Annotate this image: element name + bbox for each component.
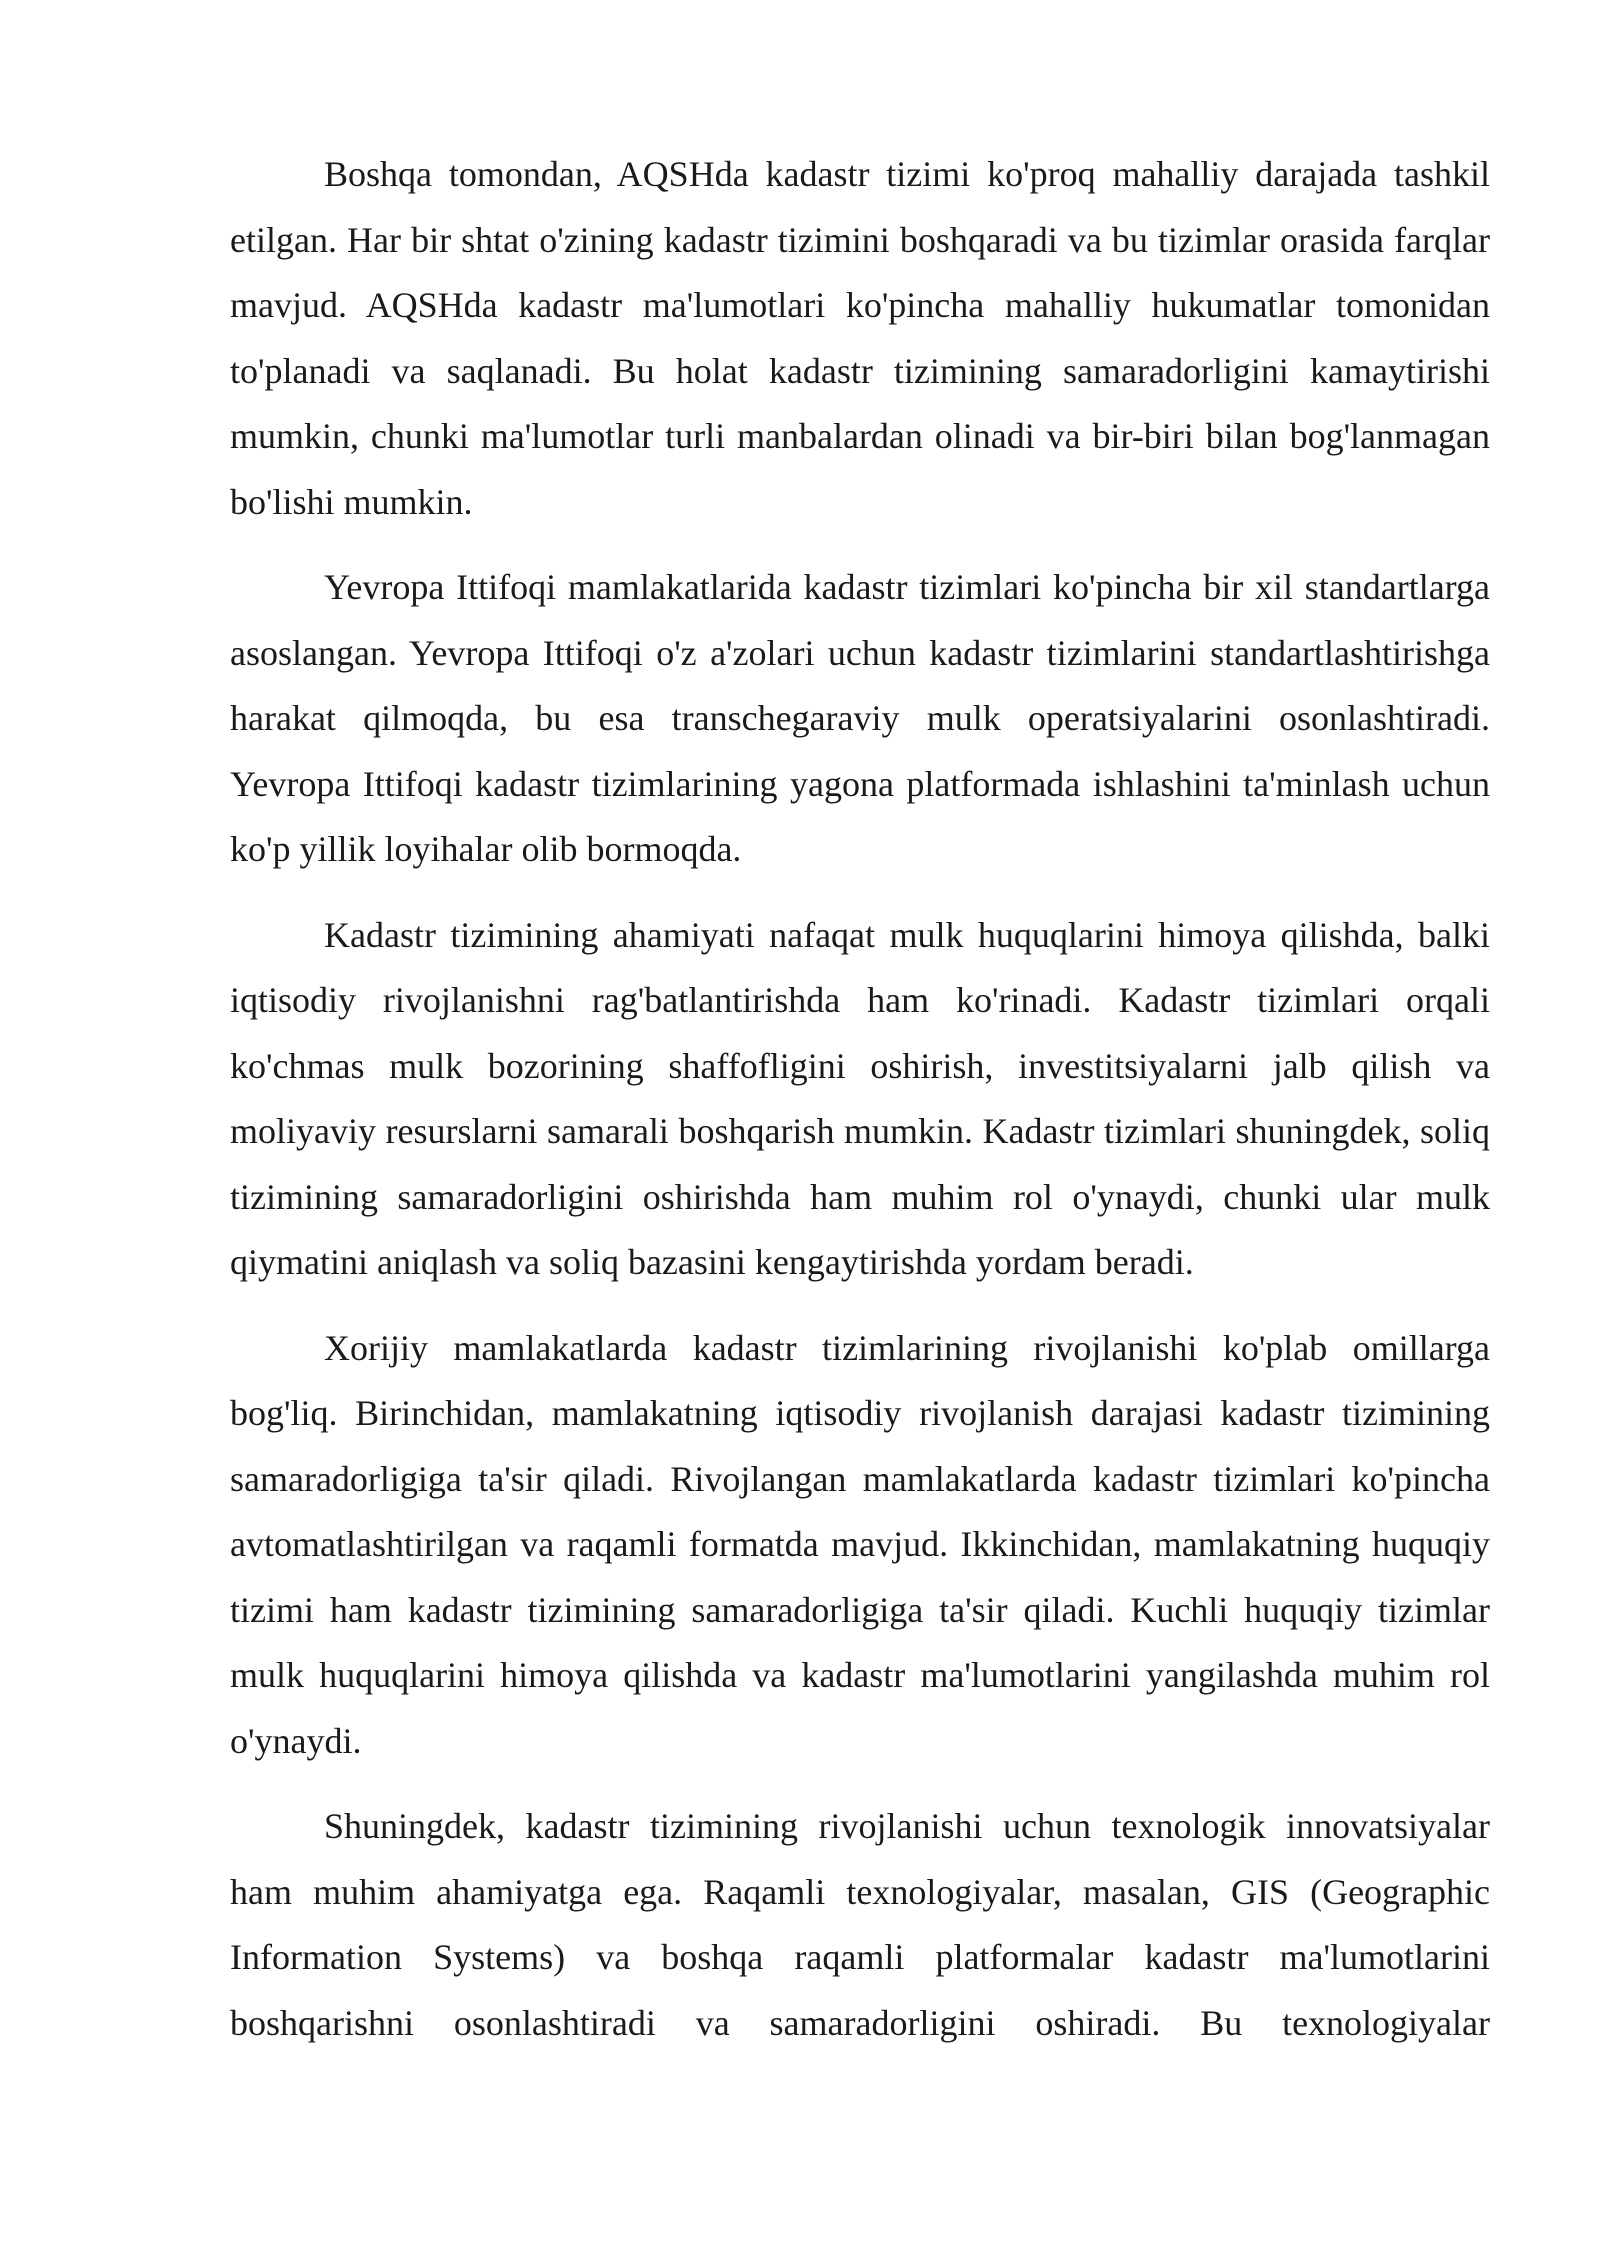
paragraph-5: Shuningdek, kadastr tizimining rivojlanishi uchun texnologik innovatsiyalar ham muhim ahamiyatga ega. Raqamli texnologiyalar, masalan, GIS (Geographic Information Systems) va boshqa raqamli platformalar kadastr ma'lumotlarini boshqarishni osonlashtiradi va samaradorligini oshiradi. Bu texnologiyalar	[230, 1806, 1490, 2043]
document-body	[230, 142, 1490, 2076]
paragraph-1: Boshqa tomondan, AQSHda kadastr tizimi ko'proq mahalliy darajada tashkil etilgan. Har bir shtat o'zining kadastr tizimini boshqaradi va bu tizimlar orasida farqlar mavjud. AQSHda kadastr ma'lumotlari ko'pincha mahalliy hukumatlar tomonidan to'planadi va saqlanadi. Bu holat kadastr tizimining samaradorligini kamaytirishi mumkin, chunki ma'lumotlar turli manbalardan olinadi va bir-biri bilan bog'lanmagan bo'lishi mumkin.	[230, 154, 1490, 522]
paragraph-3: Kadastr tizimining ahamiyati nafaqat mulk huquqlarini himoya qilishda, balki iqtisodiy rivojlanishni rag'batlantirishda ham ko'rinadi. Kadastr tizimlari orqali ko'chmas mulk bozorining shaffofligini oshirish, investitsiyalarni jalb qilish va moliyaviy resurslarni samarali boshqarish mumkin. Kadastr tizimlari shuningdek, soliq tizimining samaradorligini oshirishda ham muhim rol o'ynaydi, chunki ular mulk qiymatini aniqlash va soliq bazasini kengaytirishda yordam beradi.	[230, 914, 1490, 1282]
paragraph-2: Yevropa Ittifoqi mamlakatlarida kadastr tizimlari ko'pincha bir xil standartlarga asoslangan. Yevropa Ittifoqi o'z a'zolari uchun kadastr tizimlarini standartlashtirishga harakat qilmoqda, bu esa transchegaraviy mulk operatsiyalarini osonlashtiradi. Yevropa Ittifoqi kadastr tizimlarining yagona platformada ishlashini ta'minlash uchun ko'p yillik loyihalar olib bormoqda.	[230, 567, 1490, 869]
paragraph-4: Xorijiy mamlakatlarda kadastr tizimlarining rivojlanishi ko'plab omillarga bog'liq. Birinchidan, mamlakatning iqtisodiy rivojlanish darajasi kadastr tizimining samaradorligiga ta'sir qiladi. Rivojlangan mamlakatlarda kadastr tizimlari ko'pincha avtomatlashtirilgan va raqamli formatda mavjud. Ikkinchidan, mamlakatning huquqiy tizimi ham kadastr tizimining samaradorligiga ta'sir qiladi. Kuchli huquqiy tizimlar mulk huquqlarini himoya qilishda va kadastr ma'lumotlarini yangilashda muhim rol o'ynaydi.	[230, 1327, 1490, 1761]
